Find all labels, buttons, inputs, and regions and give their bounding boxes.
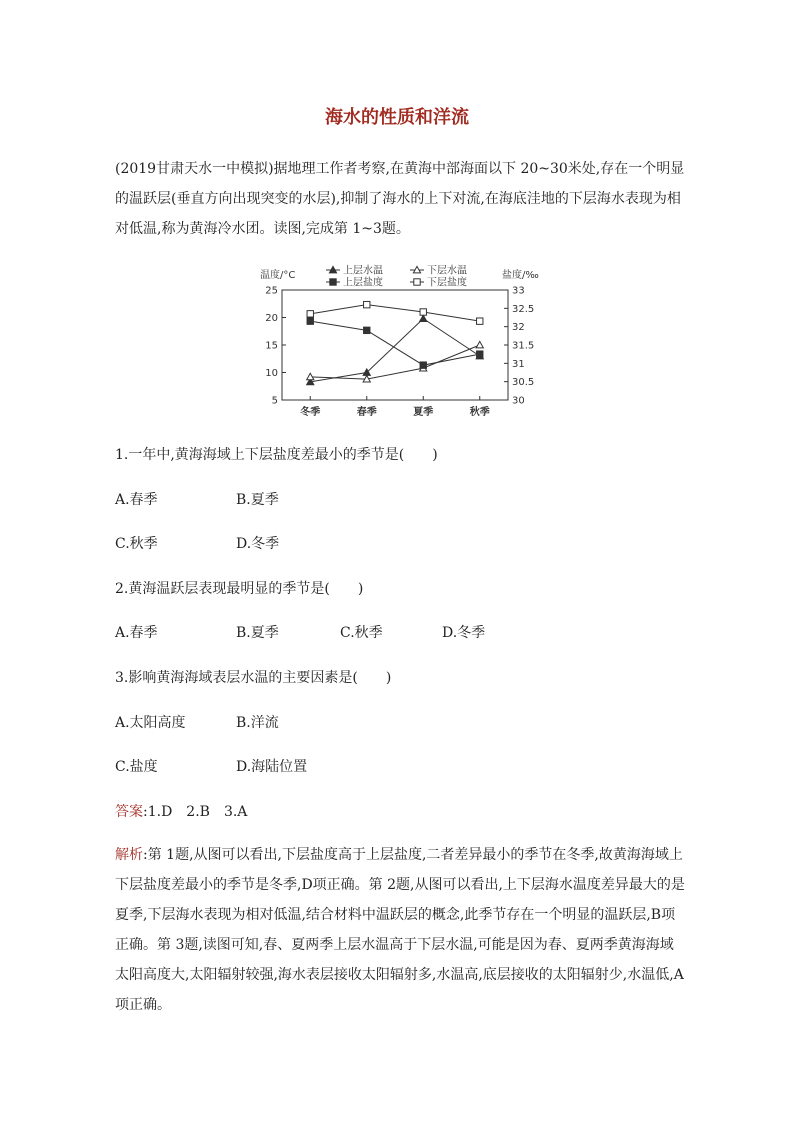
right-tick-label: 31.5	[512, 340, 535, 352]
left-tick-label: 15	[265, 340, 278, 352]
series-4-point	[477, 318, 483, 324]
q1-option-a: A.春季	[115, 492, 158, 508]
answer-line	[115, 801, 247, 821]
answer-text: :1.D 2.B 3.A	[143, 804, 248, 820]
series-2-point	[476, 341, 483, 347]
series-line-2	[310, 345, 480, 379]
page-title: 海水的性质和洋流	[325, 107, 469, 128]
right-tick-label: 30	[512, 395, 525, 407]
legend-label: 上层水温	[343, 265, 383, 277]
x-tick-label: 春季	[356, 407, 377, 418]
right-tick-label: 30.5	[512, 377, 535, 389]
series-3-point	[477, 351, 483, 357]
question-1-stem: 1.一年中,黄海海域上下层盐度差最小的季节是( )	[115, 447, 438, 463]
chart-figure	[258, 262, 540, 422]
q1-option-d: D.冬季	[236, 536, 280, 552]
series-3-point	[420, 362, 426, 368]
left-tick-label: 5	[271, 395, 278, 407]
q3-option-b: B.洋流	[236, 715, 279, 731]
legend-label: 下层盐度	[427, 277, 467, 289]
legend-marker	[330, 279, 336, 285]
right-tick-label: 33	[512, 285, 525, 297]
right-axis-label: 盐度/‰	[502, 270, 539, 281]
q3-option-a: A.太阳高度	[115, 715, 186, 731]
legend-label: 下层水温	[427, 265, 467, 277]
right-tick-label: 32	[512, 322, 525, 334]
series-4-point	[420, 309, 426, 315]
series-3-point	[307, 318, 313, 324]
legend-marker	[414, 279, 420, 285]
q1-option-b: B.夏季	[236, 492, 279, 508]
series-line-3	[310, 321, 480, 365]
chart-svg	[258, 262, 540, 422]
q1-option-c: C.秋季	[115, 536, 158, 552]
series-line-1	[310, 319, 480, 382]
left-tick-label: 25	[265, 285, 278, 297]
series-1-point	[420, 315, 427, 321]
right-tick-label: 31	[512, 358, 525, 370]
x-tick-label: 夏季	[413, 407, 434, 418]
series-3-point	[364, 327, 370, 333]
intro-paragraph: (2019甘肃天水一中模拟)据地理工作者考察,在黄海中部海面以下 20~30米处,存在一个明显的温跃层(垂直方向出现突变的水层),抑制了海水的上下对流,在海底洼地的下层海水表现为相对低温,称为黄海冷水团。读图,完成第 1~3题。	[115, 161, 685, 237]
series-4-point	[307, 311, 313, 317]
q2-option-a: A.春季	[115, 625, 158, 641]
right-tick-label: 32.5	[512, 303, 535, 315]
explanation-text: :第 1题,从图可以看出,下层盐度高于上层盐度,二者差异最小的季节在冬季,故黄海海域上下层盐度差最小的季节是冬季,D项正确。第 2题,从图可以看出,上下层海水温度差异最大的是夏季,下层海水表现为相对低温,结合材料中温跃层的概念,此季节存在一个明显的温跃层,B项正确。第 3题,读图可知,春、夏两季上层水温高于下层水温,可能是因为春、夏两季黄海海域太阳高度大,太阳辐射较强,海水表层接收太阳辐射多,水温高,底层接收的太阳辐射少,水温低,A项正确。	[115, 847, 685, 1013]
q2-option-b: B.夏季	[236, 625, 279, 641]
explanation-paragraph	[115, 840, 687, 1020]
question-2-stem: 2.黄海温跃层表现最明显的季节是( )	[115, 581, 364, 597]
legend-label: 上层盐度	[343, 277, 383, 289]
answer-label: 答案	[115, 804, 143, 820]
q2-option-d: D.冬季	[442, 625, 486, 641]
x-tick-label: 冬季	[300, 407, 321, 418]
question-3-stem: 3.影响黄海海域表层水温的主要因素是( )	[115, 670, 392, 686]
left-tick-label: 20	[265, 313, 278, 324]
q2-option-c: C.秋季	[340, 625, 383, 641]
series-line-4	[310, 305, 480, 322]
left-axis-label: 温度/°C	[260, 270, 296, 281]
q3-option-c: C.盐度	[115, 759, 158, 775]
q3-option-d: D.海陆位置	[236, 759, 308, 775]
series-4-point	[364, 301, 370, 307]
x-tick-label: 秋季	[469, 407, 490, 418]
left-tick-label: 10	[265, 368, 278, 379]
explanation-label: 解析	[115, 847, 143, 863]
